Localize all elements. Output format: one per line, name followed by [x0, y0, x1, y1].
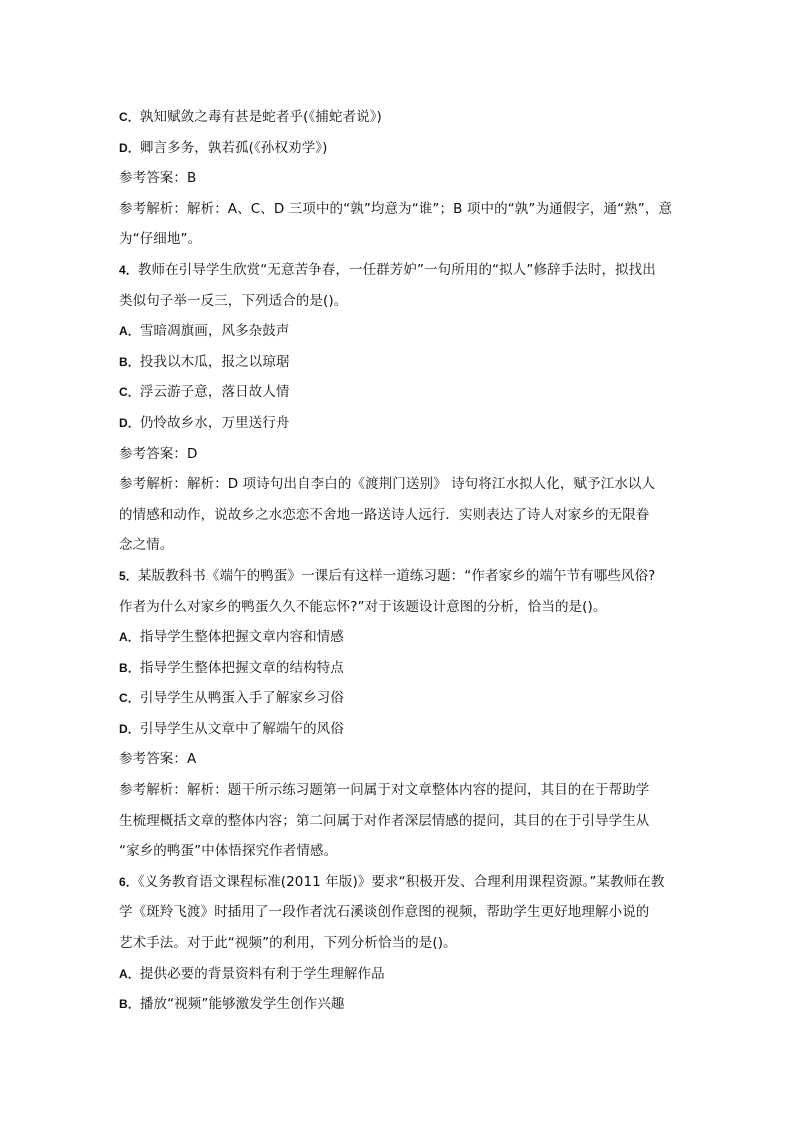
analysis-line: 参考解析：解析：D 项诗句出自李白的《渡荆门送别》 诗句将江水拟人化，赋予江水以人	[119, 476, 656, 493]
option-label: A．	[119, 324, 140, 339]
option-text: 孰知赋敛之毒有甚是蛇者乎(《捕蛇者说》)	[139, 109, 382, 125]
option-line	[119, 959, 679, 990]
analysis-line: 念之情。	[119, 537, 174, 554]
question-line: 作者为什么对家乡的鸭蛋久久不能忘怀?”对于该题设计意图的分析，恰当的是()。	[119, 598, 607, 615]
option-label: A．	[119, 630, 140, 645]
question-line	[119, 561, 679, 592]
option-label: D．	[119, 721, 140, 736]
question-line: 学《斑羚飞渡》时插用了一段作者沈石溪谈创作意图的视频，帮助学生更好地理解小说的	[119, 904, 650, 921]
question-line: 类似句子举一反三，下列适合的是()。	[119, 292, 348, 309]
analysis-line: 参考解析：解析：A、C、D 三项中的“孰”均意为“谁”；B 项中的“孰”为通假字，通“熟”，意	[119, 200, 673, 217]
question-text: 教师在引导学生欣赏“无意苦争春，一任群芳妒”一句所用的“拟人”修辞手法时，拟找出	[137, 261, 656, 278]
option-line	[119, 377, 679, 408]
option-line	[119, 653, 679, 684]
analysis-line: “家乡的鸭蛋”中体悟探究作者情感。	[119, 843, 338, 860]
analysis-line: 为“仔细地”。	[119, 231, 202, 248]
option-line	[119, 316, 679, 347]
analysis-line: 的情感和动作，说故乡之水恋恋不舍地一路送诗人远行．实则表达了诗人对家乡的无限眷	[119, 506, 650, 523]
option-text: 投我以木瓜，报之以琼琚	[139, 353, 290, 370]
option-line	[119, 408, 679, 439]
option-label: A．	[119, 966, 140, 981]
option-text: 指导学生整体把握文章的结构特点	[139, 659, 344, 676]
answer-line: 参考答案：D	[119, 445, 198, 462]
analysis-line: 参考解析：解析：题干所示练习题第一问属于对文章整体内容的提问，其目的在于帮助学	[119, 782, 650, 799]
question-line: 艺术手法。对于此“视频”的利用，下列分析恰当的是()。	[119, 935, 457, 952]
option-line	[119, 622, 679, 653]
question-number: 6．	[119, 874, 138, 889]
option-line	[119, 683, 679, 714]
option-label: C．	[119, 110, 140, 124]
question-text: 《义务教育语文课程标准(2011 年版)》要求“积极开发、合理利用课程资源。”某教师在教	[137, 873, 665, 890]
answer-line: 参考答案：B	[119, 170, 197, 187]
option-label: B．	[119, 354, 140, 369]
option-label: B．	[119, 660, 140, 675]
question-number: 5．	[119, 568, 138, 583]
question-number: 4．	[119, 262, 138, 277]
option-text: 提供必要的背景资料有利于学生理解作品	[139, 965, 385, 982]
option-text: 引导学生从鸭蛋入手了解家乡习俗	[139, 690, 344, 707]
option-line	[119, 714, 679, 745]
option-label: D．	[119, 415, 140, 430]
option-line	[119, 133, 679, 164]
option-label: D．	[119, 140, 140, 155]
option-line	[119, 347, 679, 378]
option-text: 引导学生从文章中了解端午的风俗	[139, 720, 344, 737]
option-text: 浮云游子意，落日故人情	[139, 384, 290, 401]
analysis-line: 生梳理概括文章的整体内容；第二问属于对作者深层情感的提问，其目的在于引导学生从	[119, 812, 650, 829]
document-page	[119, 102, 679, 1020]
option-text: 卿言多务，孰若孤(《孙权劝学》)	[139, 139, 328, 156]
option-text: 仍怜故乡水，万里送行舟	[139, 414, 290, 431]
option-line	[119, 102, 679, 133]
option-text: 播放“视频”能够激发学生创作兴趣	[139, 996, 345, 1013]
question-line	[119, 255, 679, 286]
question-text: 某版教科书《端午的鸭蛋》一课后有这样一道练习题：“作者家乡的端午节有哪些风俗?	[137, 567, 656, 584]
option-label: C．	[119, 691, 140, 706]
option-label: C．	[119, 385, 140, 400]
option-line	[119, 989, 679, 1020]
option-text: 雪暗凋旗画，风多杂鼓声	[139, 323, 290, 340]
answer-line: 参考答案：A	[119, 751, 197, 768]
option-text: 指导学生整体把握文章内容和情感	[139, 629, 344, 646]
option-label: B．	[119, 997, 140, 1012]
question-line	[119, 867, 679, 898]
